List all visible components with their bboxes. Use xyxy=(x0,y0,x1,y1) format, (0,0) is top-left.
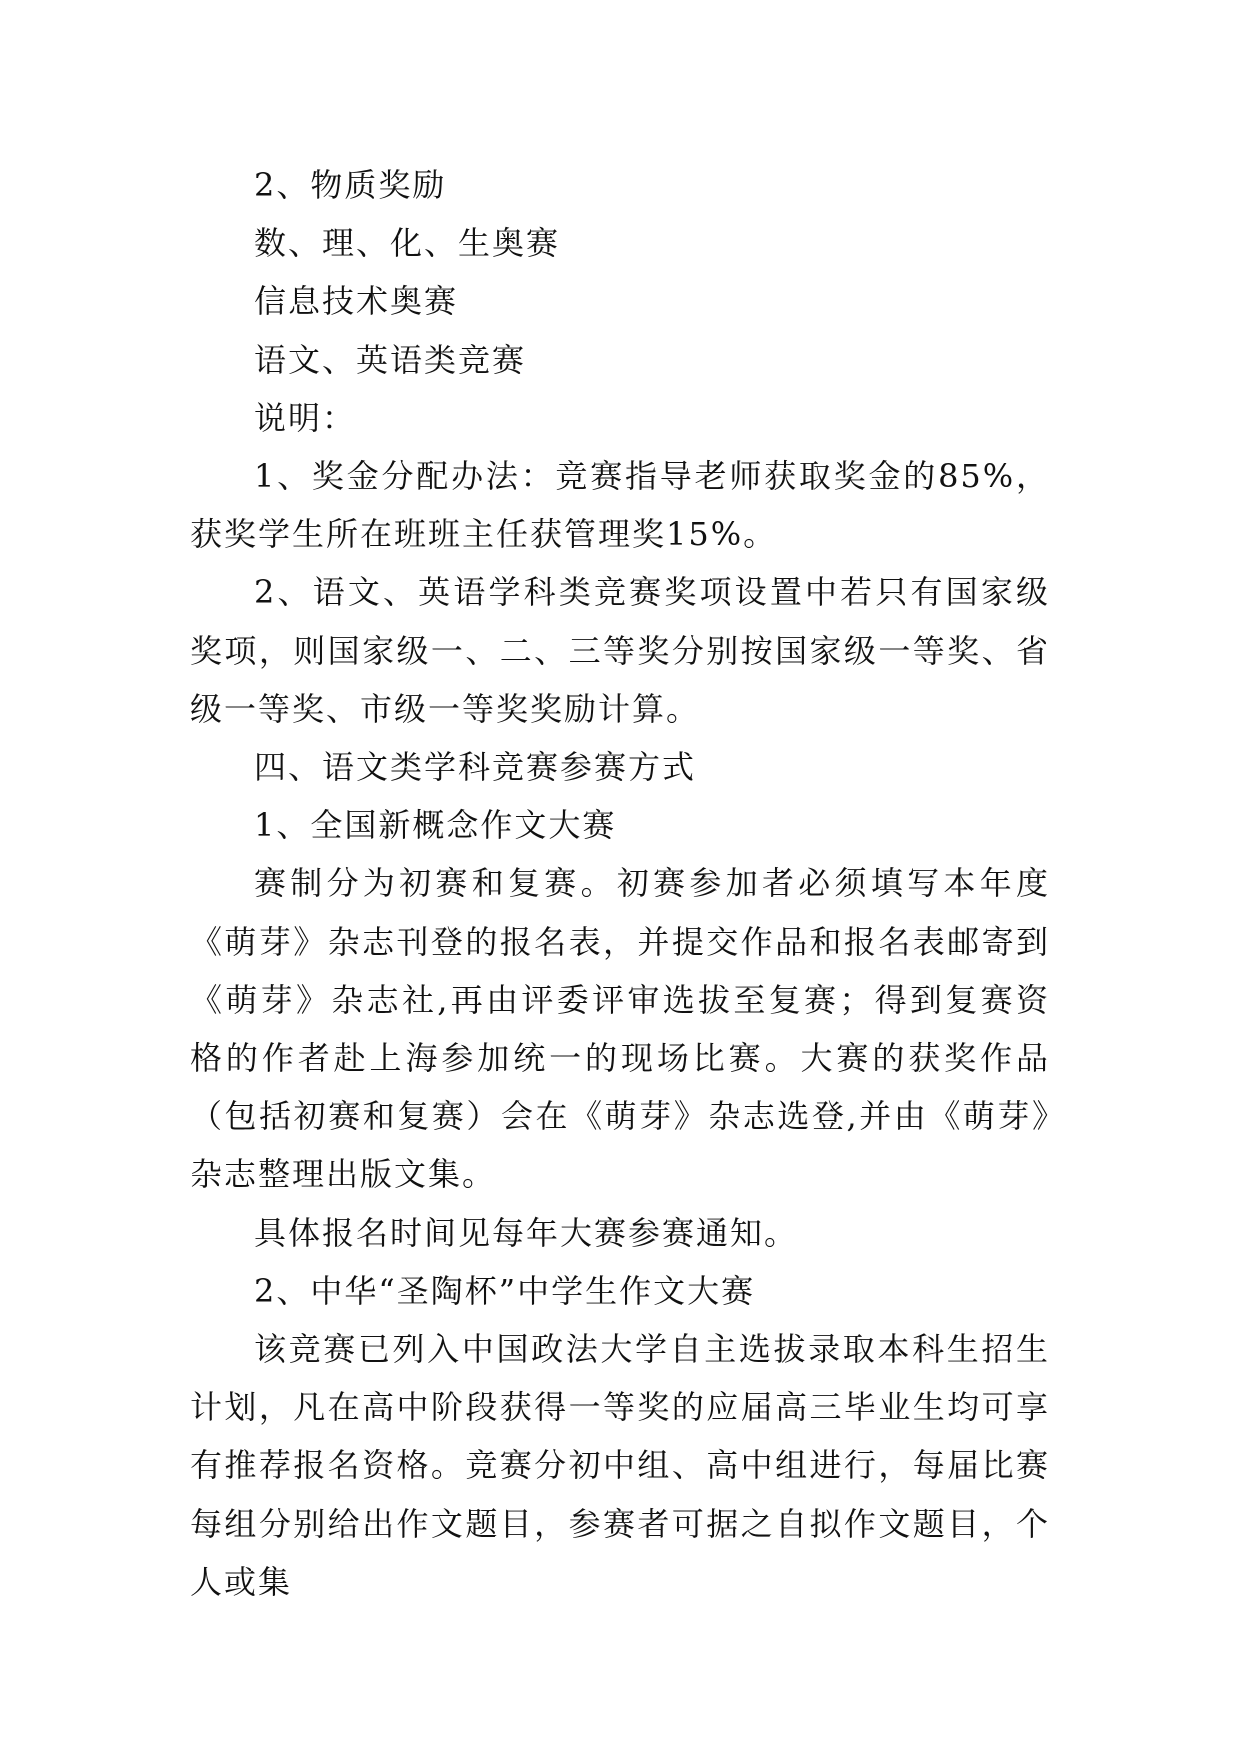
paragraph-material-reward: 2、物质奖励 xyxy=(254,166,447,204)
paragraph-olympiad-it: 信息技术奥赛 xyxy=(254,282,459,321)
paragraph-note-bonus: 1、奖金分配办法：竞赛指导老师获取奖金的85%，获奖学生所在班班主任获管理奖15%。 xyxy=(190,457,1050,554)
paragraph-language-contests: 语文、英语类竞赛 xyxy=(254,340,527,379)
paragraph-notes-heading: 说明： xyxy=(254,398,357,437)
paragraph-new-concept-body: 赛制分为初赛和复赛。初赛参加者必须填写本年度《萌芽》杂志刊登的报名表，并提交作品和报名表邮寄到《萌芽》杂志社,再由评委评审选拔至复赛；得到复赛资格的作者赴上海参加统一的现场比赛。大赛的获奖作品（包括初赛和复赛）会在《萌芽》杂志选登,并由《萌芽》杂志整理出版文集。 xyxy=(190,864,1050,1194)
paragraph-registration-time: 具体报名时间见每年大赛参赛通知。 xyxy=(254,1213,799,1252)
document-page xyxy=(190,156,1050,1611)
paragraph-olympiad-science: 数、理、化、生奥赛 xyxy=(254,224,561,263)
paragraph-shengtao-title: 2、中华“圣陶杯”中学生作文大赛 xyxy=(254,1271,756,1310)
section-heading-participation: 四、语文类学科竞赛参赛方式 xyxy=(254,748,697,787)
paragraph-new-concept-title: 1、全国新概念作文大赛 xyxy=(254,806,617,845)
paragraph-note-awards: 2、语文、英语学科类竞赛奖项设置中若只有国家级奖项，则国家级一、二、三等奖分别按国家级一等奖、省级一等奖、市级一等奖奖励计算。 xyxy=(190,573,1050,728)
paragraph-shengtao-body: 该竞赛已列入中国政法大学自主选拔录取本科生招生计划，凡在高中阶段获得一等奖的应届高三毕业生均可享有推荐报名资格。竞赛分初中组、高中组进行，每届比赛每组分别给出作文题目，参赛者可据之自拟作文题目，个人或集 xyxy=(190,1330,1050,1601)
